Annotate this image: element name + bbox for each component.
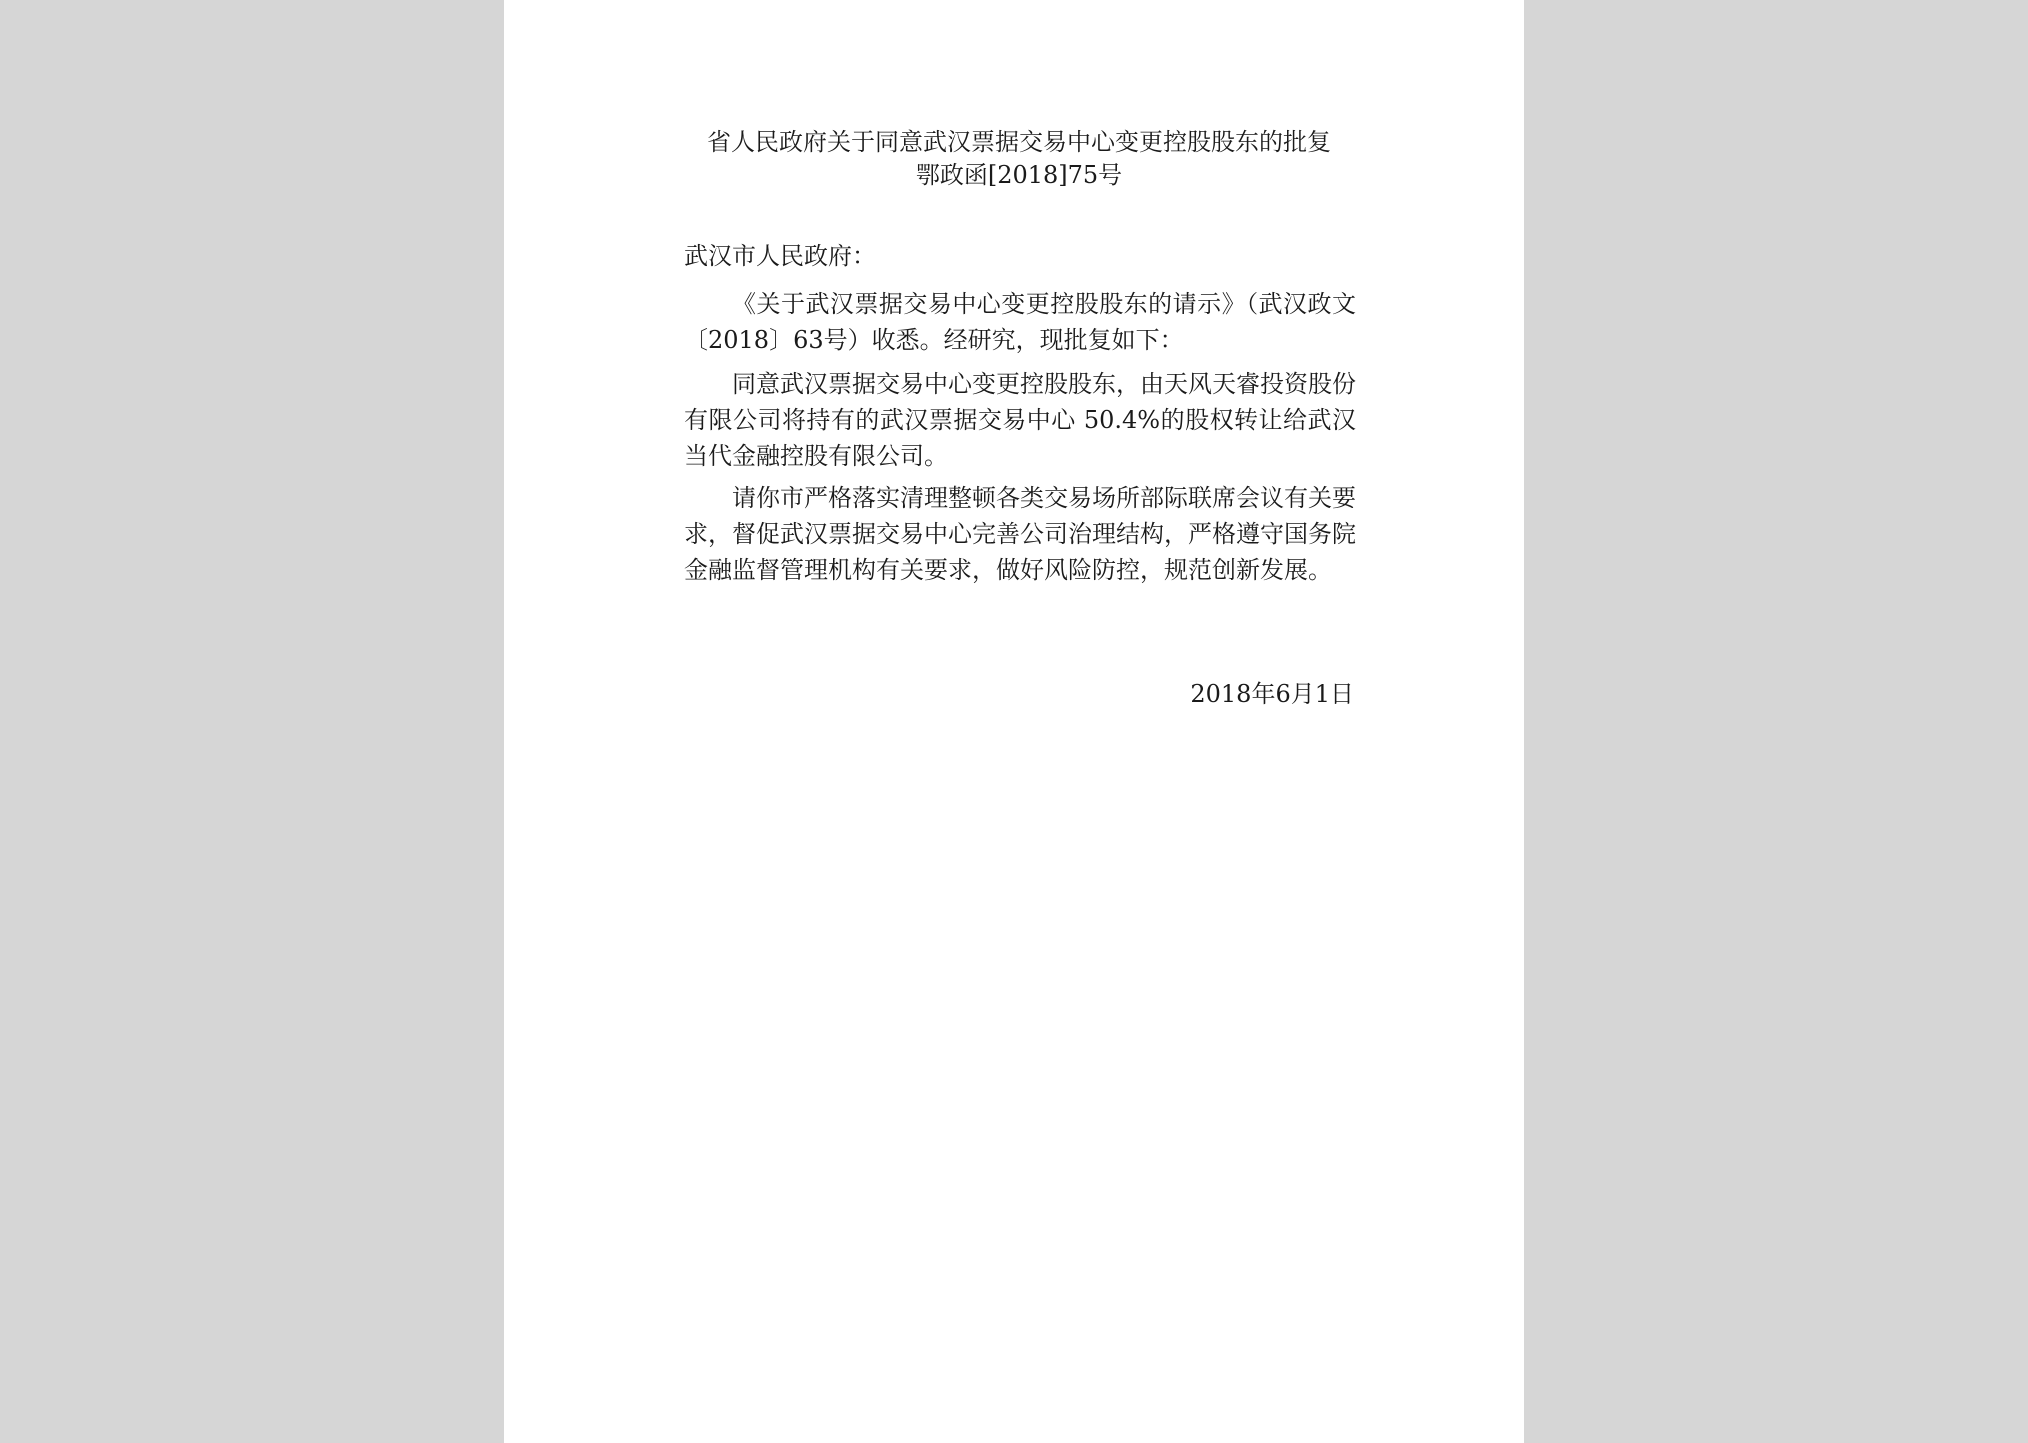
- document-date: 2018年6月1日: [1190, 680, 1354, 708]
- document-title: 省人民政府关于同意武汉票据交易中心变更控股股东的批复: [707, 128, 1331, 156]
- document-page: [504, 0, 1524, 1443]
- paragraph-requirements: 请你市严格落实清理整顿各类交易场所部际联席会议有关要求，督促武汉票据交易中心完善公司治理结构，严格遵守国务院金融监督管理机构有关要求，做好风险防控，规范创新发展。: [684, 484, 1356, 584]
- paragraph-approval: 同意武汉票据交易中心变更控股股东，由天风天睿投资股份有限公司将持有的武汉票据交易中心 50.4%的股权转让给武汉当代金融控股有限公司。: [684, 370, 1356, 470]
- salutation: 武汉市人民政府：: [684, 242, 876, 270]
- document-number: 鄂政函[2018]75号: [915, 161, 1123, 189]
- paragraph-request-received: 《关于武汉票据交易中心变更控股股东的请示》（武汉政文〔2018〕63号）收悉。经研究，现批复如下：: [684, 290, 1356, 354]
